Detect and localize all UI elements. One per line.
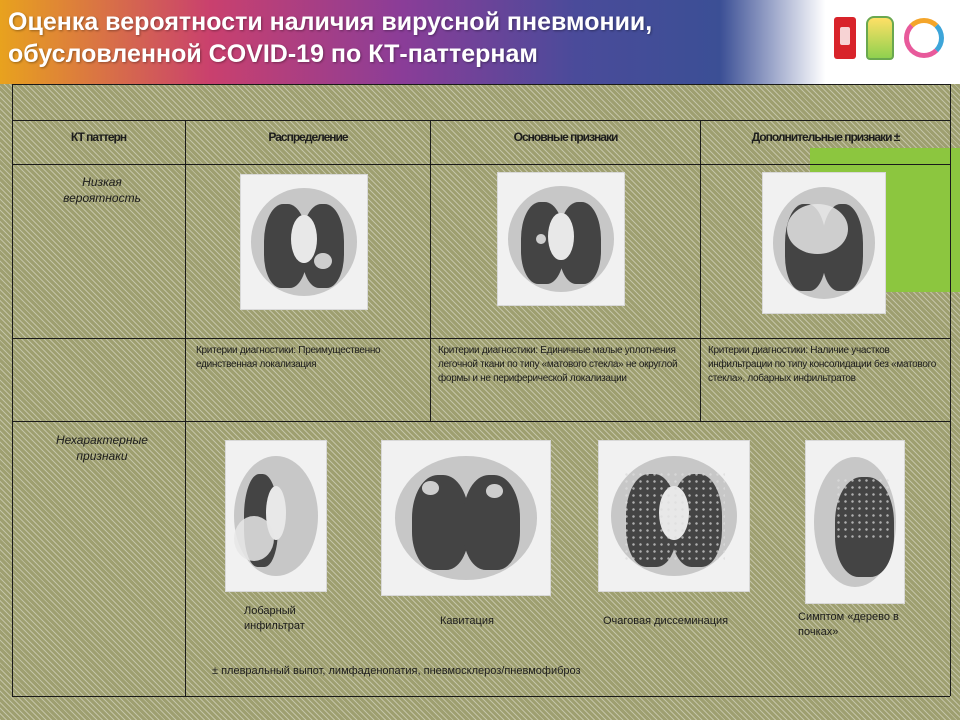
ct-scan-image	[225, 440, 327, 592]
logo-group	[834, 16, 944, 60]
criteria-text-additional-signs: Критерии диагностики: Наличие участков инфильтрации по типу консолидации без «матового стекла», лобарных инфильтратов	[708, 345, 936, 384]
ct-scan-image	[381, 440, 551, 596]
criteria-text-distribution: Критерии диагностики: Преимущественно единственная локализация	[196, 345, 381, 370]
ct-scan-image	[762, 172, 886, 314]
column-header-pattern: КТ паттерн	[70, 130, 127, 144]
row-line-1	[12, 120, 950, 121]
health-dept-icon	[866, 16, 894, 60]
ct-scan-image	[240, 174, 368, 310]
row-line-2	[12, 164, 950, 165]
caption-focal-dissemination: Очаговая диссеминация	[603, 615, 729, 627]
table-border-bottom	[12, 696, 950, 697]
caption-lobar-infiltrate: Лобарный инфильтрат	[244, 605, 305, 632]
moscow-coat-of-arms-icon	[834, 17, 856, 59]
title-line-2: обусловленной COVID-19 по КТ-паттернам	[8, 40, 538, 68]
header-banner	[0, 0, 960, 84]
table-border-right	[950, 84, 951, 696]
column-header-main-signs: Основные признаки	[513, 130, 618, 144]
ct-scan-image	[598, 440, 750, 592]
ct-scan-image	[805, 440, 905, 604]
caption-tree-in-bud: Симптом «дерево в почках»	[798, 611, 899, 638]
col-line-1	[185, 120, 186, 696]
ct-scan-image	[497, 172, 625, 306]
row-label-low-probability: Низкая вероятность	[63, 175, 141, 205]
row-line-3	[12, 338, 950, 339]
column-header-distribution: Распределение	[268, 130, 348, 144]
table-border-left	[12, 84, 13, 696]
col-line-2	[430, 120, 431, 422]
row-label-uncharacteristic: Нехарактерные признаки	[56, 433, 148, 463]
table-area	[0, 84, 960, 720]
col-line-3	[700, 120, 701, 422]
table-border-top	[12, 84, 950, 85]
row-line-4	[12, 421, 950, 422]
caption-cavitation: Кавитация	[440, 615, 494, 627]
page-title	[8, 6, 788, 70]
title-line-1: Оценка вероятности наличия вирусной пневмонии,	[8, 8, 653, 36]
footnote-additional-findings: ± плевральный выпот, лимфаденопатия, пневмосклероз/пневмофиброз	[212, 665, 581, 677]
criteria-text-main-signs: Критерии диагностики: Единичные малые уплотнения легочной ткани по типу «матового стекла» не округлой формы и не периферической локализации	[438, 345, 678, 384]
ring-logo-icon	[904, 18, 944, 58]
column-header-additional-signs: Дополнительные признаки ±	[751, 130, 900, 144]
